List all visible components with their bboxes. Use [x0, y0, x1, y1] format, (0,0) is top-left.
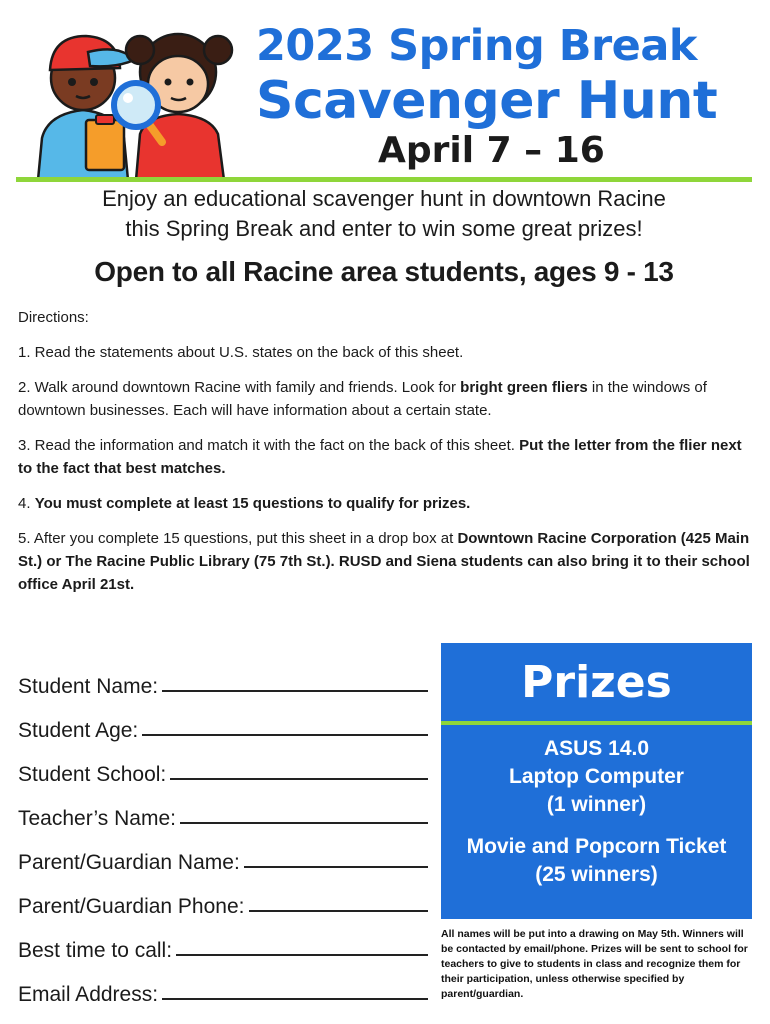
green-divider [16, 177, 752, 182]
entry-form [18, 655, 428, 1007]
eligibility-headline: Open to all Racine area students, ages 9 - 13 [94, 256, 674, 287]
step5-text-a: 5. After you complete 15 questions, put this sheet in a drop box at [18, 530, 458, 547]
student-name-blank[interactable] [162, 690, 428, 692]
parent-phone-field[interactable] [18, 875, 428, 919]
best-time-label: Best time to call: [18, 939, 173, 962]
best-time-field[interactable] [18, 919, 428, 963]
event-dates: April 7 – 16 [378, 130, 605, 171]
step5-text-bold: Downtown Racine Corporation (425 Main St.) or The Racine Public Library (75 7th St.). RUSD and Siena students can also bring it to their school office April 21st. [18, 530, 750, 593]
student-school-blank[interactable] [170, 778, 428, 780]
parent-name-field[interactable] [18, 831, 428, 875]
step2-text-bold: bright green fliers [460, 379, 588, 396]
intro-text [16, 184, 752, 244]
student-age-label: Student Age: [18, 719, 139, 742]
directions-label: Directions: [18, 309, 89, 326]
direction-step-1 [18, 341, 758, 364]
teacher-name-blank[interactable] [180, 822, 428, 824]
student-school-field[interactable] [18, 743, 428, 787]
prize-laptop [441, 735, 752, 819]
event-title [256, 20, 756, 130]
direction-step-4 [18, 492, 758, 515]
email-label: Email Address: [18, 983, 159, 1006]
prizes-title: Prizes [521, 657, 672, 708]
intro-line2: this Spring Break and enter to win some great prizes! [125, 216, 643, 241]
parent-phone-label: Parent/Guardian Phone: [18, 895, 245, 918]
kids-detective-illustration [28, 10, 248, 180]
step2-text-a: 2. Walk around downtown Racine with family and friends. Look for [18, 379, 461, 396]
event-title-line2: Scavenger Hunt [256, 71, 718, 131]
parent-name-blank[interactable] [244, 866, 428, 868]
direction-step-2 [18, 376, 758, 422]
teacher-name-field[interactable] [18, 787, 428, 831]
step4-text-bold: You must complete at least 15 questions to qualify for prizes. [34, 495, 471, 512]
step3-text-bold: Put the letter from the flier next to the fact that best matches. [18, 437, 742, 477]
direction-step-5 [18, 527, 758, 596]
parent-phone-blank[interactable] [249, 910, 429, 912]
prize-movie-line2: (25 winners) [535, 863, 658, 886]
prize-laptop-line1: ASUS 14.0 [543, 737, 650, 760]
step2-text-c: in the windows of downtown businesses. Each will have information about a certain state. [18, 379, 707, 419]
prize-movie-line1: Movie and Popcorn Ticket [466, 835, 727, 858]
directions-section [18, 306, 758, 608]
parent-name-label: Parent/Guardian Name: [18, 851, 240, 874]
step3-text-a: 3. Read the information and match it with the fact on the back of this sheet. [18, 437, 520, 454]
drawing-fine-print: All names will be put into a drawing on May 5th. Winners will be contacted by email/phone. Prizes will be sent to school for teachers to give to students in class and recognize them for their participation, unless otherwise specified by parent/guardian. [441, 928, 748, 1000]
step1-text: 1. Read the statements about U.S. states on the back of this sheet. [18, 344, 464, 361]
email-field[interactable] [18, 963, 428, 1007]
prizes-box [441, 643, 752, 919]
email-blank[interactable] [162, 998, 428, 1000]
event-title-line1: 2023 Spring Break [256, 21, 697, 71]
prizes-divider [441, 721, 752, 725]
student-school-label: Student School: [18, 763, 167, 786]
student-age-blank[interactable] [142, 734, 428, 736]
prize-laptop-line2: Laptop Computer [509, 765, 684, 788]
student-age-field[interactable] [18, 699, 428, 743]
intro-line1: Enjoy an educational scavenger hunt in downtown Racine [102, 186, 666, 211]
student-name-label: Student Name: [18, 675, 159, 698]
prize-laptop-line3: (1 winner) [546, 793, 647, 816]
best-time-blank[interactable] [176, 954, 428, 956]
prize-movie [441, 833, 752, 889]
step4-text-a: 4. [18, 495, 35, 512]
teacher-name-label: Teacher’s Name: [18, 807, 176, 830]
student-name-field[interactable] [18, 655, 428, 699]
direction-step-3 [18, 434, 758, 480]
